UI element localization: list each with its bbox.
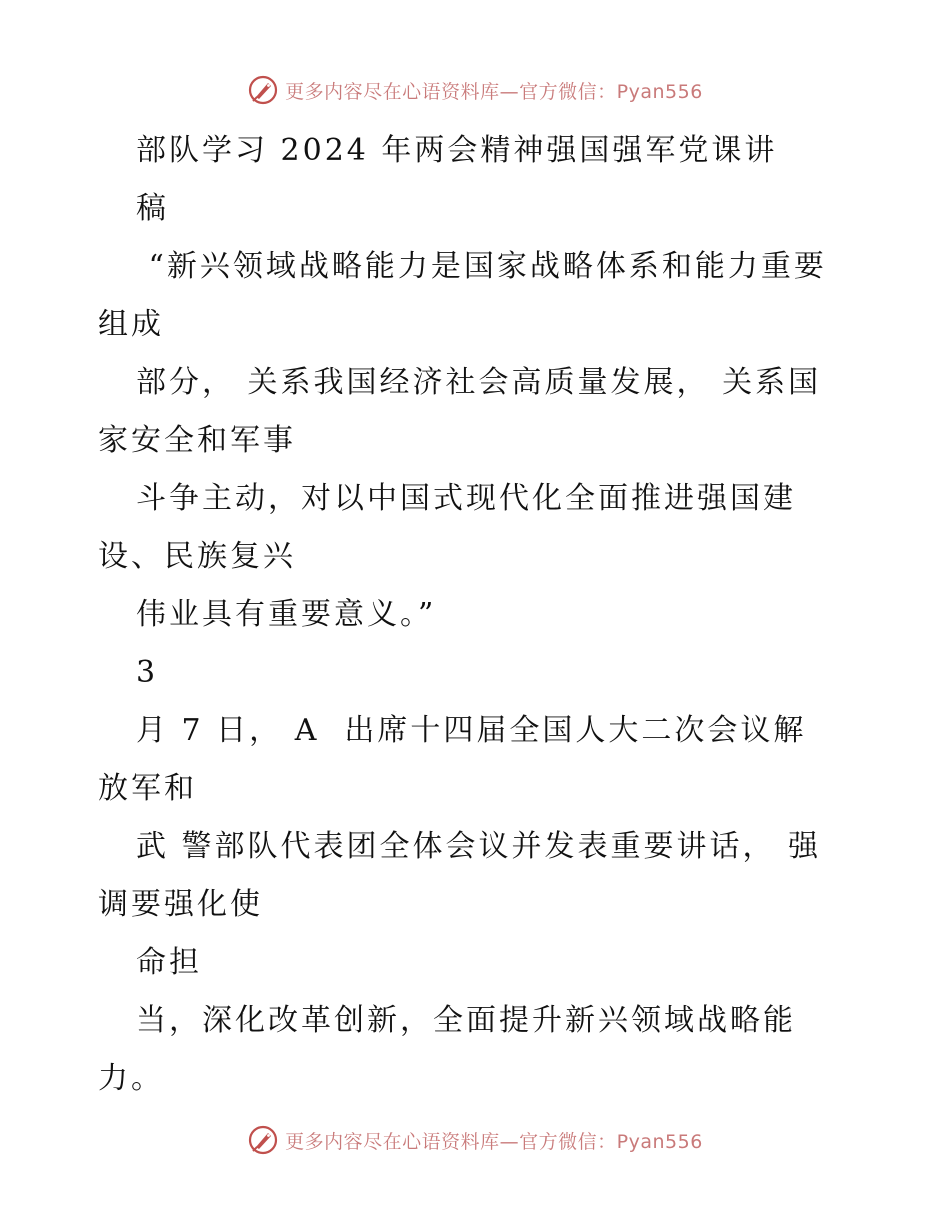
text-line: “新兴领域战略能力是国家战略体系和能力重要 [136,249,827,284]
text-line: 设、民族复兴 [98,539,296,574]
watermark-text: 更多内容尽在心语资料库—官方微信：Pyan556 [285,1130,703,1153]
text-line: 命担 [136,945,202,980]
watermark-text: 更多内容尽在心语资料库—官方微信：Pyan556 [285,80,703,103]
footer-watermark [0,1120,950,1160]
text-line: 伟业具有重要意义。” [136,597,437,632]
text-line: 武 警部队代表团全体会议并发表重要讲话， 强 [136,829,822,864]
text-line: 月 7 日， A 出席十四届全国人大二次会议解 [136,713,807,748]
text-line: 放军和 [98,771,197,806]
pen-nib-logo-icon [247,1124,279,1156]
text-line: 组成 [98,307,164,342]
document-body [98,122,858,1108]
text-line: 部分， 关系我国经济社会高质量发展， 关系国 [136,365,822,400]
header-watermark [0,70,950,110]
text-line: 家安全和军事 [98,423,296,458]
text-line: 当，深化改革创新，全面提升新兴领域战略能 [136,1003,796,1038]
text-line: 稿 [136,191,169,226]
text-line: 部队学习 2024 年两会精神强国强军党课讲 [136,133,778,168]
text-line: 力。 [98,1061,164,1096]
text-line: 3 [136,655,159,690]
text-line: 斗争主动，对以中国式现代化全面推进强国建 [136,481,796,516]
text-line: 调要强化使 [98,887,263,922]
pen-nib-logo-icon [247,74,279,106]
